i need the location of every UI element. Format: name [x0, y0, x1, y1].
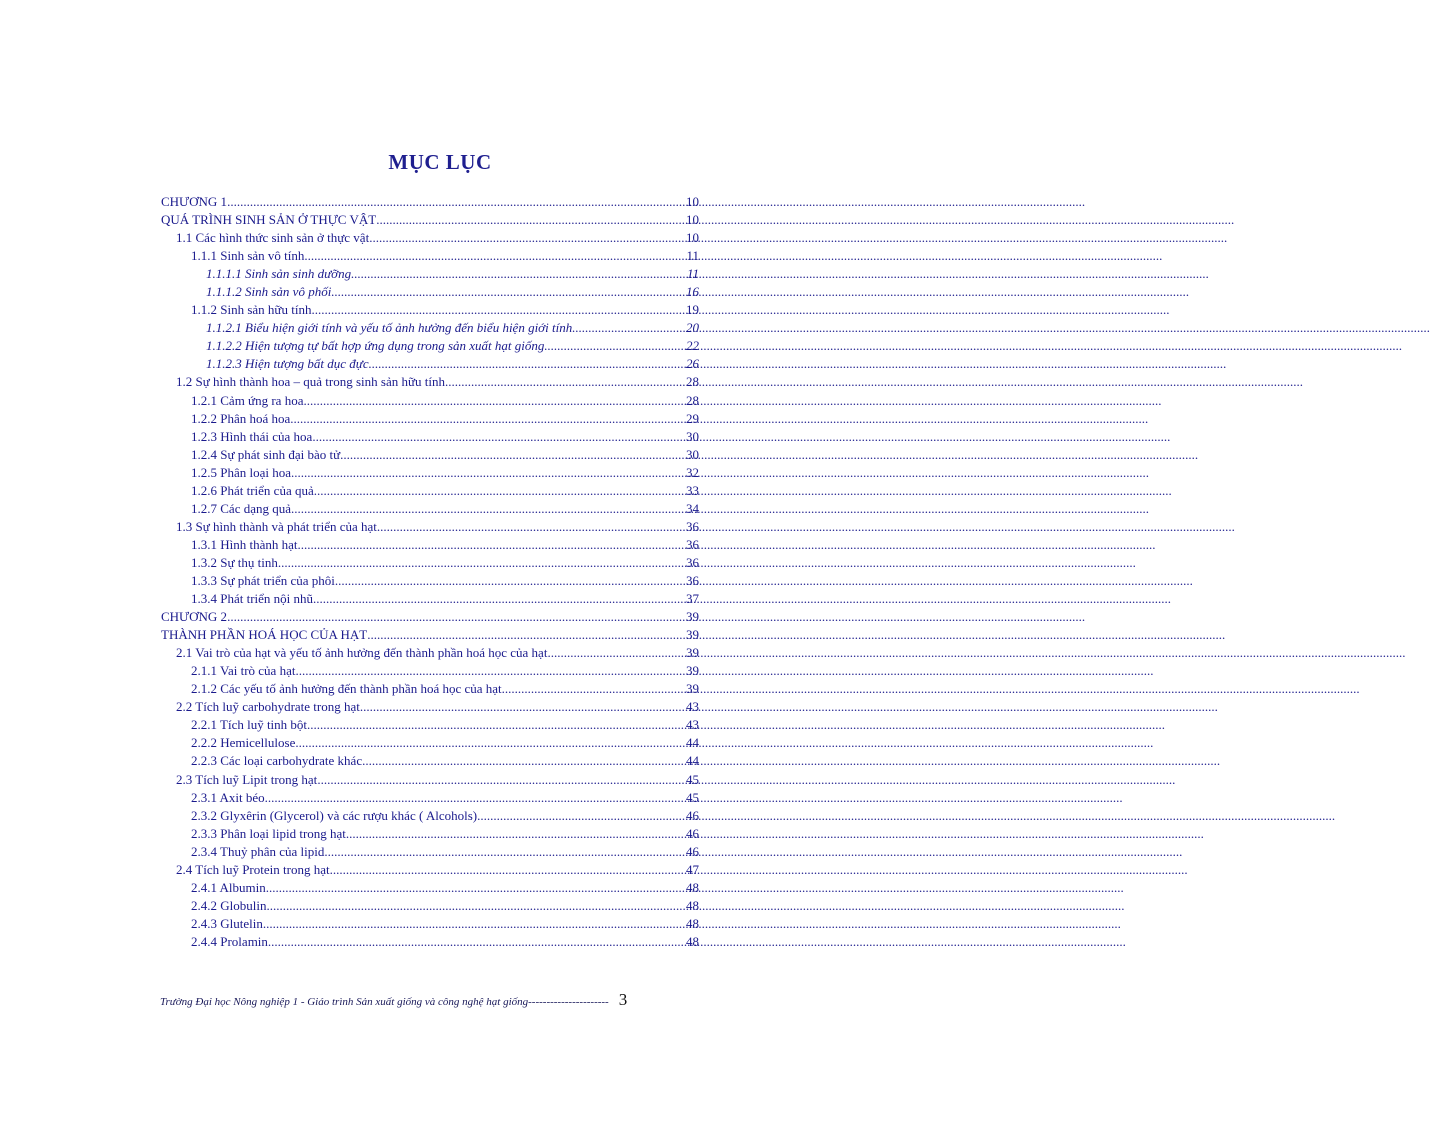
toc-entry-label: 1.2.2 Phân hoá hoa: [191, 410, 291, 426]
toc-dot-leader: [360, 698, 685, 716]
toc-dot-leader: [340, 446, 685, 464]
toc-entry-page: 30: [686, 446, 699, 462]
toc-entry[interactable]: [161, 211, 699, 229]
toc-entry[interactable]: [161, 554, 699, 572]
toc-entry-label: 1.2.5 Phân loại hoa: [191, 464, 292, 480]
toc-entry-page: 34: [686, 500, 699, 516]
toc-entry-page: 46: [686, 807, 699, 823]
toc-dot-leader: [314, 482, 685, 500]
toc-entry-page: 47: [686, 861, 699, 877]
toc-dot-leader: [377, 518, 685, 536]
toc-entry[interactable]: [161, 933, 699, 951]
toc-entry[interactable]: [161, 626, 699, 644]
toc-entry[interactable]: [161, 518, 699, 536]
toc-entry-page: 48: [686, 879, 699, 895]
toc-entry[interactable]: [161, 644, 699, 662]
toc-entry-page: 30: [686, 428, 699, 444]
toc-entry-page: 48: [686, 915, 699, 931]
toc-entry-label: 1.1.2.2 Hiện tượng tự bất hợp ứng dụng trong sản xuất hạt giống: [206, 338, 545, 354]
toc-entry-page: 48: [686, 933, 699, 949]
toc-entry-page: 39: [686, 609, 699, 625]
toc-dot-leader: [298, 536, 685, 554]
toc-dot-leader: [265, 789, 685, 807]
toc-entry-page: 36: [686, 536, 699, 552]
toc-entry-page: 44: [686, 735, 699, 751]
toc-entry-page: 22: [686, 338, 699, 354]
toc-entry[interactable]: [161, 536, 699, 554]
toc-entry-label: 2.4.1 Albumin: [191, 879, 266, 895]
toc-entry-label: 1.1 Các hình thức sinh sản ở thực vật: [176, 230, 370, 246]
toc-dot-leader: [291, 464, 685, 482]
toc-entry-page: 10: [686, 230, 699, 246]
footer-text: Trường Đại học Nông nghiệp 1 - Giáo trình Sản xuất giống và công nghệ hạt giống----------------------: [160, 996, 609, 1008]
toc-entry-label: 2.1.2 Các yếu tố ảnh hưởng đến thành phần hoá học của hạt: [191, 681, 502, 697]
toc-entry-label: 1.2 Sự hình thành hoa – quả trong sinh sản hữu tính: [176, 374, 446, 390]
toc-entry[interactable]: [161, 915, 699, 933]
toc-entry-page: 28: [686, 374, 699, 390]
toc-entry-label: 2.4 Tích luỹ Protein trong hạt: [176, 861, 330, 877]
page-number: 3: [618, 990, 628, 1009]
toc-dot-leader: [324, 843, 685, 861]
page-footer: [160, 990, 700, 1010]
toc-dot-leader: [445, 373, 685, 391]
toc-entry-label: 1.2.1 Cảm ứng ra hoa: [191, 392, 304, 408]
toc-entry-page: 45: [686, 771, 699, 787]
toc-dot-leader: [291, 500, 685, 518]
toc-entry-label: 2.3.3 Phân loại lipid trong hạt: [191, 825, 346, 841]
toc-entry-page: 29: [686, 410, 699, 426]
toc-entry-page: 45: [686, 789, 699, 805]
toc-entry-label: 2.4.3 Glutelin: [191, 915, 263, 931]
toc-entry-label: 1.2.7 Các dạng quả: [191, 500, 292, 516]
toc-entry-page: 43: [686, 717, 699, 733]
toc-entry[interactable]: [161, 825, 699, 843]
toc-entry-page: 19: [686, 302, 699, 318]
toc-dot-leader: [278, 554, 685, 572]
toc-dot-leader: [335, 572, 685, 590]
toc-entry[interactable]: [161, 879, 699, 897]
toc-entry-label: 1.3.2 Sự thụ tinh: [191, 554, 278, 570]
toc-entry[interactable]: [161, 752, 699, 770]
toc-dot-leader: [307, 716, 685, 734]
toc-dot-leader: [227, 193, 685, 211]
toc-entry-label: 2.3.2 Glyxêrin (Glycerol) và các rượu khác ( Alcohols): [191, 807, 478, 823]
toc-entry[interactable]: [161, 283, 699, 301]
toc-entry[interactable]: [161, 193, 699, 211]
toc-entry-page: 10: [686, 212, 699, 228]
toc-entry[interactable]: [161, 789, 699, 807]
toc-entry[interactable]: [161, 373, 699, 391]
toc-entry[interactable]: [161, 680, 699, 698]
toc-entry-label: 1.1.2.3 Hiện tượng bất dục đực: [206, 356, 369, 372]
toc-entry[interactable]: [161, 482, 699, 500]
toc-dot-leader: [369, 229, 685, 247]
toc-entry[interactable]: [161, 807, 699, 825]
toc-entry[interactable]: [161, 590, 699, 608]
toc-dot-leader: [313, 590, 685, 608]
toc-dot-leader: [303, 392, 685, 410]
toc-entry-label: 1.3 Sự hình thành và phát triển của hạt: [176, 518, 377, 534]
toc-entry-page: 33: [686, 482, 699, 498]
toc-dot-leader: [312, 428, 685, 446]
toc-entry[interactable]: [161, 897, 699, 915]
toc-entry-label: 2.2.3 Các loại carbohydrate khác: [191, 753, 363, 769]
table-of-contents: [161, 193, 699, 951]
toc-entry-label: 1.3.1 Hình thành hạt: [191, 536, 298, 552]
toc-entry-label: 1.3.3 Sự phát triển của phôi: [191, 572, 335, 588]
toc-entry-label: 2.1 Vai trò của hạt và yếu tố ảnh hưởng đến thành phần hoá học của hạt: [176, 645, 548, 661]
toc-entry[interactable]: [161, 337, 699, 355]
toc-dot-leader: [266, 897, 685, 915]
toc-entry-label: CHƯƠNG 1: [161, 194, 228, 209]
toc-dot-leader: [304, 247, 685, 265]
toc-entry[interactable]: [161, 319, 699, 337]
toc-entry-label: QUÁ TRÌNH SINH SẢN Ở THỰC VẬT: [161, 212, 377, 228]
toc-entry-page: 39: [686, 663, 699, 679]
toc-entry[interactable]: [161, 716, 699, 734]
toc-entry-label: 2.3.4 Thuỷ phân của lipid: [191, 843, 325, 859]
toc-entry-page: 26: [686, 356, 699, 372]
toc-dot-leader: [331, 283, 685, 301]
toc-entry-page: 39: [686, 627, 699, 643]
toc-entry[interactable]: [161, 698, 699, 716]
toc-dot-leader: [477, 807, 685, 825]
toc-entry[interactable]: [161, 428, 699, 446]
toc-dot-leader: [502, 680, 685, 698]
toc-dot-leader: [268, 933, 685, 951]
toc-entry-page: 43: [686, 699, 699, 715]
toc-entry[interactable]: [161, 301, 699, 319]
toc-dot-leader: [367, 626, 685, 644]
toc-dot-leader: [317, 771, 685, 789]
toc-entry-label: 1.2.6 Phát triển của quả: [191, 482, 314, 498]
toc-entry-label: 1.1.1.2 Sinh sản vô phối: [206, 284, 332, 300]
toc-entry-label: 2.4.2 Globulin: [191, 897, 267, 913]
toc-entry[interactable]: [161, 355, 699, 373]
toc-entry[interactable]: [161, 861, 699, 879]
toc-entry-page: 36: [686, 518, 699, 534]
toc-dot-leader: [311, 301, 685, 319]
toc-entry-page: 36: [686, 554, 699, 570]
toc-entry-page: 46: [686, 843, 699, 859]
toc-entry-label: 1.1.1 Sinh sản vô tính: [191, 248, 305, 264]
toc-entry-label: 1.1.2 Sinh sản hữu tính: [191, 302, 312, 318]
toc-entry[interactable]: [161, 662, 699, 680]
toc-dot-leader: [544, 337, 685, 355]
toc-entry-page: 16: [686, 284, 699, 300]
toc-entry-page: 11: [686, 248, 699, 264]
toc-entry[interactable]: [161, 500, 699, 518]
toc-entry-page: 39: [686, 645, 699, 661]
toc-entry-page: 10: [686, 194, 699, 209]
toc-entry-label: 2.3 Tích luỹ Lipit trong hạt: [176, 771, 318, 787]
toc-dot-leader: [346, 825, 685, 843]
toc-entry-label: 2.4.4 Prolamin: [191, 933, 268, 949]
toc-entry-page: 32: [686, 464, 699, 480]
toc-entry-label: 1.1.2.1 Biểu hiện giới tính và yếu tố ảnh hưởng đến biểu hiện giới tính: [206, 320, 573, 336]
toc-entry-page: 11: [686, 266, 699, 282]
toc-entry[interactable]: [161, 464, 699, 482]
toc-entry-label: 1.3.4 Phát triển nội nhũ: [191, 591, 314, 607]
toc-entry-label: CHƯƠNG 2: [161, 609, 228, 625]
toc-entry[interactable]: [161, 734, 699, 752]
toc-dot-leader: [369, 355, 685, 373]
toc-dot-leader: [547, 644, 685, 662]
toc-entry[interactable]: [161, 410, 699, 428]
toc-entry-page: 46: [686, 825, 699, 841]
toc-entry[interactable]: [161, 771, 699, 789]
toc-dot-leader: [263, 915, 685, 933]
toc-entry-page: 37: [686, 591, 699, 607]
toc-entry[interactable]: [161, 229, 699, 247]
toc-entry-page: 48: [686, 897, 699, 913]
toc-entry-label: 2.1.1 Vai trò của hạt: [191, 663, 296, 679]
toc-entry[interactable]: [161, 392, 699, 410]
toc-entry-page: 36: [686, 572, 699, 588]
toc-entry-label: 2.2 Tích luỹ carbohydrate trong hạt: [176, 699, 360, 715]
toc-entry-page: 20: [686, 320, 699, 336]
toc-entry[interactable]: [161, 446, 699, 464]
toc-entry[interactable]: [161, 572, 699, 590]
toc-dot-leader: [351, 265, 686, 283]
toc-dot-leader: [295, 662, 685, 680]
toc-entry[interactable]: [161, 265, 699, 283]
page-title: MỤC LỤC: [388, 150, 492, 174]
toc-entry-page: 28: [686, 392, 699, 408]
toc-dot-leader: [362, 752, 685, 770]
toc-dot-leader: [330, 861, 685, 879]
toc-entry-label: 1.1.1.1 Sinh sản sinh dưỡng: [206, 266, 352, 282]
toc-entry-label: 1.2.3 Hình thái của hoa: [191, 428, 313, 444]
toc-entry[interactable]: [161, 843, 699, 861]
toc-dot-leader: [572, 319, 685, 337]
toc-dot-leader: [266, 879, 685, 897]
toc-entry-label: 1.2.4 Sự phát sinh đại bào tử: [191, 446, 341, 462]
toc-entry-page: 44: [686, 753, 699, 769]
toc-entry-label: 2.2.1 Tích luỹ tinh bột: [191, 717, 308, 733]
toc-entry-page: 39: [686, 681, 699, 697]
toc-entry-label: THÀNH PHẦN HOÁ HỌC CỦA HẠT: [161, 627, 368, 643]
toc-dot-leader: [376, 211, 685, 229]
toc-entry-label: 2.2.2 Hemicellulose: [191, 735, 296, 751]
toc-entry-label: 2.3.1 Axit béo: [191, 789, 265, 805]
toc-entry[interactable]: [161, 247, 699, 265]
toc-dot-leader: [227, 608, 685, 626]
toc-entry[interactable]: [161, 608, 699, 626]
toc-dot-leader: [295, 734, 685, 752]
toc-dot-leader: [290, 410, 685, 428]
